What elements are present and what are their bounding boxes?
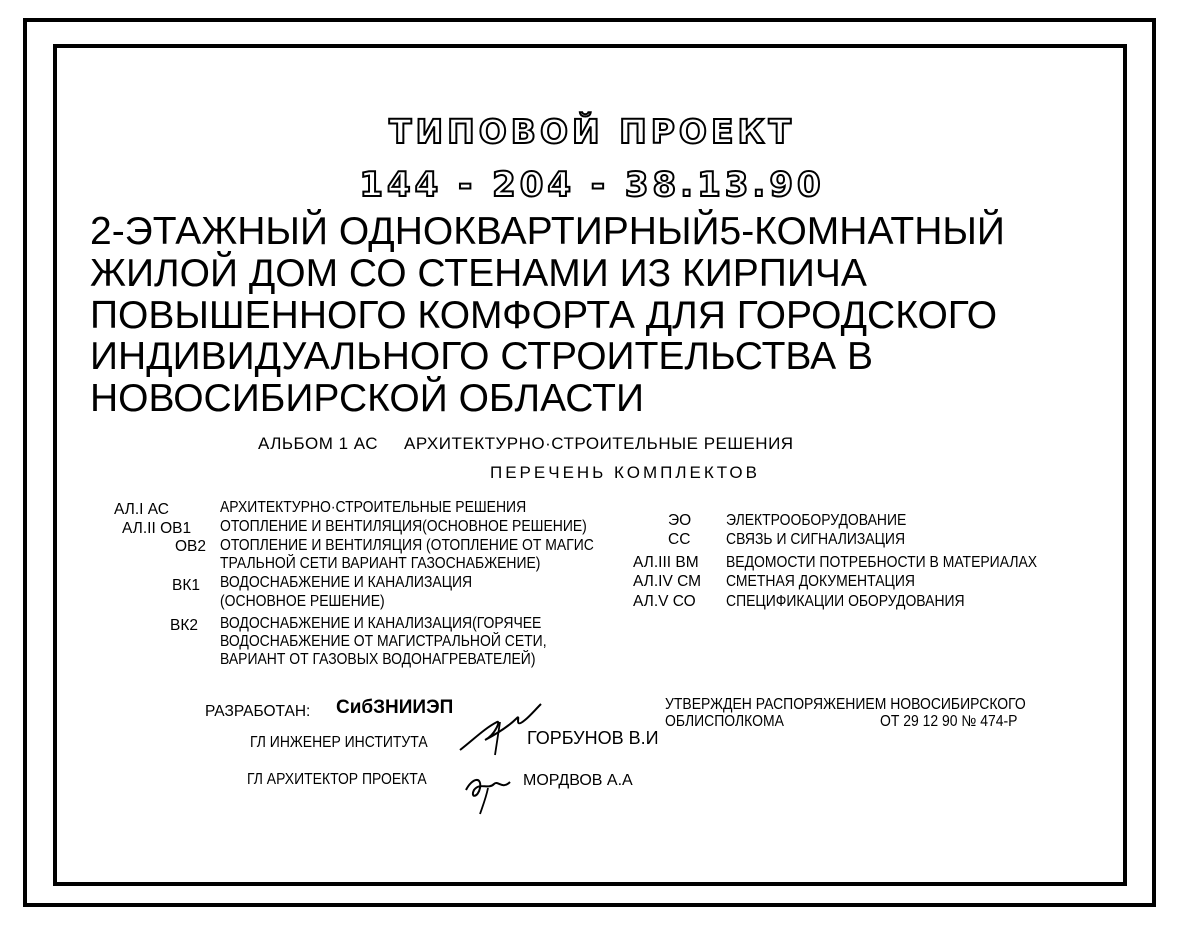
left-text-2: ОТОПЛЕНИЕ И ВЕНТИЛЯЦИЯ(ОСНОВНОЕ РЕШЕНИЕ) (220, 518, 587, 535)
approval-line-1: УТВЕРЖДЕН РАСПОРЯЖЕНИЕМ НОВОСИБИРСКОГО (665, 696, 1026, 713)
left-text-3b: ТРАЛЬНОЙ СЕТИ ВАРИАНТ ГАЗОСНАБЖЕНИЕ) (220, 555, 541, 572)
signature-mordvov (458, 768, 518, 818)
left-code-3: ОВ2 (175, 538, 207, 555)
left-code-1: АЛ.I АС (114, 501, 169, 518)
left-code-2: АЛ.II ОВ1 (122, 520, 192, 537)
left-text-1: АРХИТЕКТУРНО·СТРОИТЕЛЬНЫЕ РЕШЕНИЯ (220, 499, 527, 516)
left-code-4: ВК1 (172, 577, 200, 594)
left-text-4b: (ОСНОВНОЕ РЕШЕНИЕ) (220, 593, 385, 610)
left-text-5a: ВОДОСНАБЖЕНИЕ И КАНАЛИЗАЦИЯ(ГОРЯЧЕЕ (220, 615, 542, 632)
right-code-2: СС (668, 531, 691, 548)
developer-org: СибЗНИИЭП (336, 697, 454, 718)
title-line-3: ПОВЫШЕННОГО КОМФОРТА ДЛЯ ГОРОДСКОГО (90, 294, 998, 337)
left-text-5b: ВОДОСНАБЖЕНИЕ ОТ МАГИСТРАЛЬНОЙ СЕТИ, (220, 633, 547, 650)
right-code-4: АЛ.IV СМ (633, 573, 702, 590)
title-line-5: НОВОСИБИРСКОЙ ОБЛАСТИ (90, 377, 644, 420)
chief-architect-name: МОРДВОВ А.А (523, 772, 633, 789)
chief-engineer-name: ГОРБУНОВ В.И (527, 728, 659, 748)
approval-line-2: ОБЛИСПОЛКОМА (665, 713, 784, 730)
title-line-1: 2-ЭТАЖНЫЙ ОДНОКВАРТИРНЫЙ5-КОМНАТНЫЙ (90, 210, 1005, 253)
signature-gorbunov (455, 700, 545, 760)
right-text-2: СВЯЗЬ И СИГНАЛИЗАЦИЯ (726, 531, 906, 548)
chief-engineer-role: ГЛ ИНЖЕНЕР ИНСТИТУТА (250, 734, 428, 751)
right-code-1: ЭО (668, 512, 692, 529)
chief-architect-role: ГЛ АРХИТЕКТОР ПРОЕКТА (247, 771, 427, 788)
project-type-label: ТИПОВОЙ ПРОЕКТ (389, 112, 795, 151)
developed-label: РАЗРАБОТАН: (205, 703, 311, 720)
left-code-5: ВК2 (170, 617, 198, 634)
album-code: АЛЬБОМ 1 АС (258, 434, 379, 453)
left-text-5c: ВАРИАНТ ОТ ГАЗОВЫХ ВОДОНАГРЕВАТЕЛЕЙ) (220, 651, 536, 668)
right-text-1: ЭЛЕКТРООБОРУДОВАНИЕ (726, 512, 907, 529)
project-number: 144 - 204 - 38.13.90 (359, 165, 825, 205)
left-text-3a: ОТОПЛЕНИЕ И ВЕНТИЛЯЦИЯ (ОТОПЛЕНИЕ ОТ МАГИС (220, 537, 594, 554)
right-text-3: ВЕДОМОСТИ ПОТРЕБНОСТИ В МАТЕРИАЛАХ (726, 554, 1038, 571)
right-text-5: СПЕЦИФИКАЦИИ ОБОРУДОВАНИЯ (726, 593, 965, 610)
right-code-3: АЛ.III ВМ (633, 554, 699, 571)
title-line-4: ИНДИВИДУАЛЬНОГО СТРОИТЕЛЬСТВА В (90, 335, 874, 378)
list-heading: ПЕРЕЧЕНЬ КОМПЛЕКТОВ (490, 463, 760, 482)
left-text-4a: ВОДОСНАБЖЕНИЕ И КАНАЛИЗАЦИЯ (220, 574, 473, 591)
right-code-5: АЛ.V СО (633, 593, 696, 610)
title-line-2: ЖИЛОЙ ДОМ СО СТЕНАМИ ИЗ КИРПИЧА (90, 252, 867, 295)
approval-date: ОТ 29 12 90 № 474-Р (880, 713, 1018, 730)
right-text-4: СМЕТНАЯ ДОКУМЕНТАЦИЯ (726, 573, 915, 590)
album-name: АРХИТЕКТУРНО·СТРОИТЕЛЬНЫЕ РЕШЕНИЯ (404, 434, 794, 453)
